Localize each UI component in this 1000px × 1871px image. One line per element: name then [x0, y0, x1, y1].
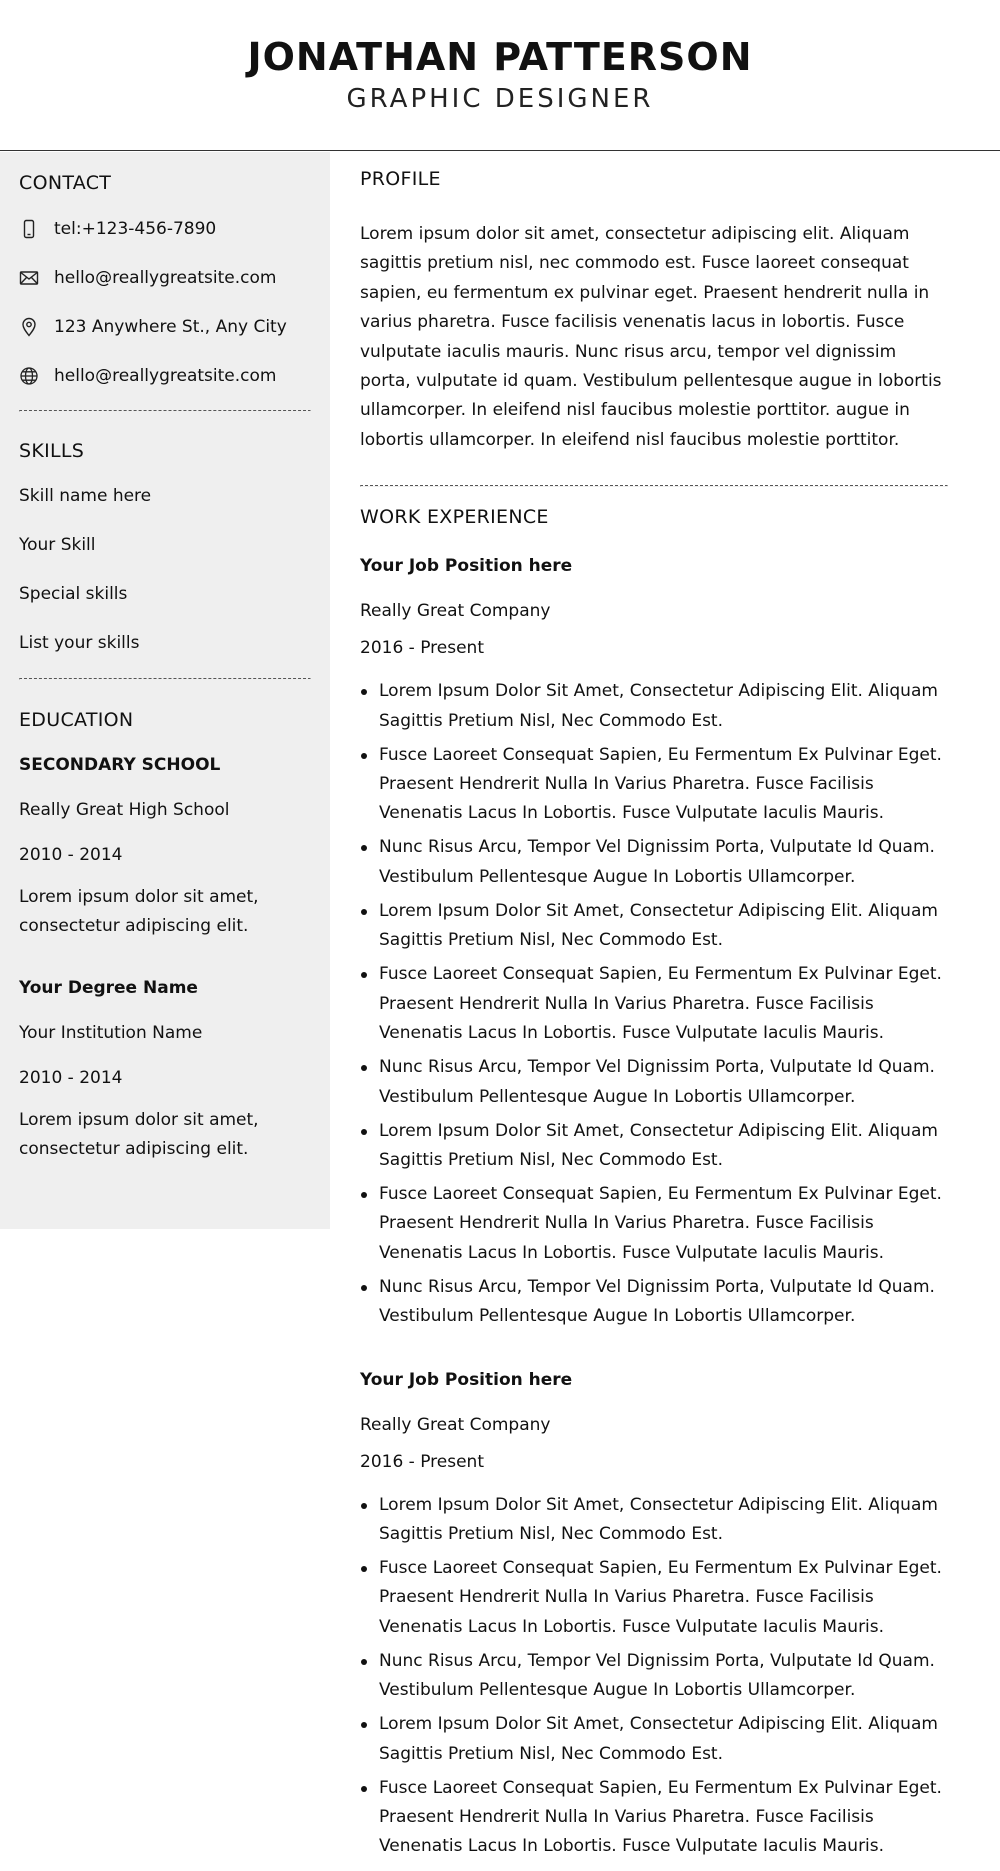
education-entry-school: Really Great High School — [19, 800, 230, 820]
skills-title: SKILLS — [19, 440, 85, 462]
profile-title: PROFILE — [360, 168, 441, 190]
job-position: Your Job Position here — [360, 1369, 573, 1390]
contact-address — [19, 302, 311, 351]
list-item: Lorem Ipsum Dolor Sit Amet, Consectetur Adipiscing Elit. Aliquam Sagittis Pretium Nisl, Nec Commodo Est. — [360, 677, 948, 736]
profile-section — [360, 166, 948, 455]
skills-section — [19, 438, 311, 668]
job-bullets — [360, 677, 948, 1331]
contact-email[interactable] — [19, 253, 311, 302]
divider — [360, 485, 948, 487]
location-pin-icon — [19, 317, 39, 337]
job-role: GRAPHIC DESIGNER — [346, 84, 654, 114]
education-entry-years: 2010 - 2014 — [19, 845, 123, 865]
job-entry — [360, 1368, 948, 1862]
main-content — [330, 152, 1000, 1866]
work-section — [360, 504, 948, 1862]
contact-phone-text: tel:+123-456-7890 — [54, 218, 217, 239]
contact-title: CONTACT — [19, 172, 112, 194]
globe-icon — [19, 366, 39, 386]
education-entry-desc: Lorem ipsum dolor sit amet, consectetur adipiscing elit. — [19, 1110, 259, 1159]
phone-icon — [19, 219, 39, 239]
job-years: 2016 - Present — [360, 638, 484, 659]
job-company: Really Great Company — [360, 1414, 551, 1435]
list-item: Nunc Risus Arcu, Tempor Vel Dignissim Porta, Vulputate Id Quam. Vestibulum Pellentesque Augue In Lobortis Ullamcorper. — [360, 833, 948, 892]
skill-item: Your Skill — [19, 535, 96, 555]
list-item: Nunc Risus Arcu, Tempor Vel Dignissim Porta, Vulputate Id Quam. Vestibulum Pellentesque Augue In Lobortis Ullamcorper. — [360, 1053, 948, 1112]
education-entry-desc: Lorem ipsum dolor sit amet, consectetur adipiscing elit. — [19, 887, 259, 936]
work-title: WORK EXPERIENCE — [360, 506, 549, 529]
list-item: Nunc Risus Arcu, Tempor Vel Dignissim Porta, Vulputate Id Quam. Vestibulum Pellentesque Augue In Lobortis Ullamcorper. — [360, 1647, 948, 1706]
list-item: Nunc Risus Arcu, Tempor Vel Dignissim Porta, Vulputate Id Quam. Vestibulum Pellentesque Augue In Lobortis Ullamcorper. — [360, 1273, 948, 1332]
skill-item: Special skills — [19, 584, 128, 604]
education-entry-school: Your Institution Name — [19, 1023, 203, 1043]
sidebar — [0, 152, 330, 1229]
contact-section — [19, 170, 311, 400]
education-section — [19, 707, 311, 1164]
divider — [19, 678, 311, 680]
skill-item: Skill name here — [19, 486, 152, 506]
contact-email-text: hello@reallygreatsite.com — [54, 267, 277, 288]
list-item: Fusce Laoreet Consequat Sapien, Eu Fermentum Ex Pulvinar Eget. Praesent Hendrerit Nulla In Varius Pharetra. Fusce Facilisis Venenatis Lacus In Lobortis. Fusce Vulputate Iaculis Mauris. — [360, 1180, 948, 1268]
list-item: Lorem Ipsum Dolor Sit Amet, Consectetur Adipiscing Elit. Aliquam Sagittis Pretium Nisl, Nec Commodo Est. — [360, 897, 948, 956]
education-entry-years: 2010 - 2014 — [19, 1068, 123, 1088]
contact-website-text: hello@reallygreatsite.com — [54, 365, 277, 386]
job-company: Really Great Company — [360, 601, 551, 622]
contact-address-text: 123 Anywhere St., Any City — [54, 316, 287, 337]
resume-header — [0, 0, 1000, 151]
education-entry-title: Your Degree Name — [19, 978, 198, 998]
profile-text: Lorem ipsum dolor sit amet, consectetur adipiscing elit. Aliquam sagittis pretium nisl, nec commodo est. Fusce laoreet consequat sapien, eu fermentum ex pulvinar eget. Praesent hendrerit nulla in varius pharetra. Fusce facilisis venenatis lacus in lobortis. Fusce vulputate iaculis mauris. Nunc risus arcu, tempor vel dignissim porta, vulputate id quam. Vestibulum pellentesque augue in lobortis ullamcorper. In eleifend nisl faucibus molestie porttitor. augue in lobortis ullamcorper. In eleifend nisl faucibus molestie porttitor. — [360, 224, 942, 450]
mail-icon — [19, 268, 39, 288]
divider — [19, 410, 311, 412]
person-name: JONATHAN PATTERSON — [247, 35, 753, 79]
education-title: EDUCATION — [19, 709, 134, 731]
list-item: Fusce Laoreet Consequat Sapien, Eu Fermentum Ex Pulvinar Eget. Praesent Hendrerit Nulla In Varius Pharetra. Fusce Facilisis Venenatis Lacus In Lobortis. Fusce Vulputate Iaculis Mauris. — [360, 1554, 948, 1642]
education-entry — [19, 976, 311, 1164]
job-bullets — [360, 1491, 948, 1862]
list-item: Lorem Ipsum Dolor Sit Amet, Consectetur Adipiscing Elit. Aliquam Sagittis Pretium Nisl, Nec Commodo Est. — [360, 1710, 948, 1769]
list-item: Lorem Ipsum Dolor Sit Amet, Consectetur Adipiscing Elit. Aliquam Sagittis Pretium Nisl, Nec Commodo Est. — [360, 1117, 948, 1176]
list-item: Lorem Ipsum Dolor Sit Amet, Consectetur Adipiscing Elit. Aliquam Sagittis Pretium Nisl, Nec Commodo Est. — [360, 1491, 948, 1550]
skill-item: List your skills — [19, 633, 140, 653]
contact-website[interactable] — [19, 351, 311, 400]
education-entry — [19, 753, 311, 941]
job-position: Your Job Position here — [360, 556, 573, 577]
contact-phone[interactable] — [19, 204, 311, 253]
list-item: Fusce Laoreet Consequat Sapien, Eu Fermentum Ex Pulvinar Eget. Praesent Hendrerit Nulla In Varius Pharetra. Fusce Facilisis Venenatis Lacus In Lobortis. Fusce Vulputate Iaculis Mauris. — [360, 960, 948, 1048]
job-years: 2016 - Present — [360, 1451, 484, 1472]
list-item: Fusce Laoreet Consequat Sapien, Eu Fermentum Ex Pulvinar Eget. Praesent Hendrerit Nulla In Varius Pharetra. Fusce Facilisis Venenatis Lacus In Lobortis. Fusce Vulputate Iaculis Mauris. — [360, 1774, 948, 1862]
education-entry-title: SECONDARY SCHOOL — [19, 755, 221, 775]
list-item: Fusce Laoreet Consequat Sapien, Eu Fermentum Ex Pulvinar Eget. Praesent Hendrerit Nulla In Varius Pharetra. Fusce Facilisis Venenatis Lacus In Lobortis. Fusce Vulputate Iaculis Mauris. — [360, 741, 948, 829]
job-entry — [360, 554, 948, 1331]
